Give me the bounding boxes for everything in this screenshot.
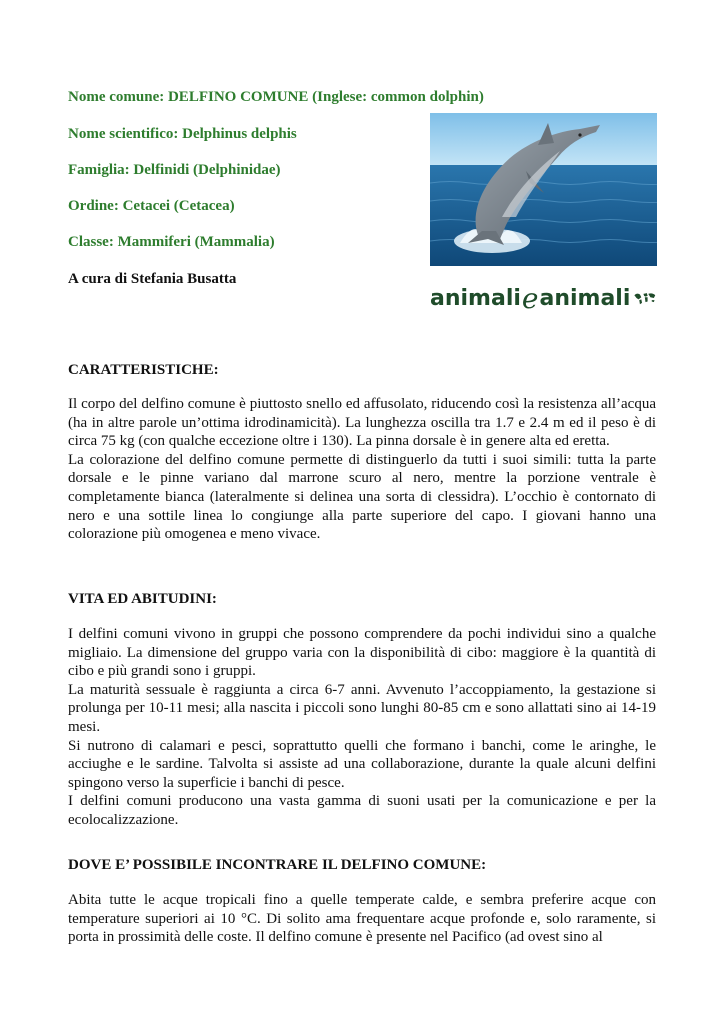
dolphin-jumping-image (430, 113, 657, 266)
paragraph: La maturità sessuale è raggiunta a circa 6-7 anni. Avvenuto l’accoppiamento, la gestazione si prolunga per 10-11 mesi; alla nascita i piccoli sono lunghi 80-85 cm e sono allattati sino ai 14-19 mesi. (68, 681, 656, 735)
section-title-life-habits: VITA ED ABITUDINI: (68, 591, 217, 607)
logo-text-second: animali (539, 285, 631, 311)
logo-connector: e (521, 281, 539, 315)
paragraph: I delfini comuni vivono in gruppi che possono comprendere da pochi individui sino a qualche migliaio. La dimensione del gruppo varia con la disponibilità di cibo: maggiore è la quantità di cibo e più grandi sono i gruppi. (68, 626, 656, 680)
author-line: A cura di Stefania Busatta (68, 271, 237, 287)
section-body-where-to-meet (68, 891, 656, 947)
paragraph: I delfini comuni producono una vasta gamma di suoni usati per la comunicazione e per la ecolocalizzazione. (68, 793, 656, 828)
world-map-icon (633, 288, 657, 308)
section-title-where-to-meet: DOVE E’ POSSIBILE INCONTRARE IL DELFINO COMUNE: (68, 857, 487, 873)
common-name-line: Nome comune: DELFINO COMUNE (Inglese: common dolphin) (68, 89, 484, 105)
dolphin-photo (430, 113, 657, 266)
scientific-name-line: Nome scientifico: Delphinus delphis (68, 126, 297, 142)
class-line: Classe: Mammiferi (Mammalia) (68, 234, 275, 250)
logo-text-first: animali (430, 285, 521, 311)
section-title-characteristics: CARATTERISTICHE: (68, 362, 219, 378)
paragraph: Il corpo del delfino comune è piuttosto snello ed affusolato, riducendo così la resistenza all’acqua (ha in altre parole un’ottima idrodinamicità). La lunghezza oscilla tra 1.7 e 2.4 m ed il peso è di circa 75 kg (con qualche eccezione oltre i 130). La pinna dorsale è in genere alta ed eretta. (68, 396, 656, 450)
paragraph: Abita tutte le acque tropicali fino a quelle temperate calde, e sembra preferire acque con temperature superiori ai 10 °C. Di solito ama frequentare acque profonde e, solo raramente, si porta in prossimità delle coste. Il delfino comune è presente nel Pacifico (ad ovest sino al (68, 892, 656, 946)
family-line: Famiglia: Delfinidi (Delphinidae) (68, 162, 281, 178)
paragraph: Si nutrono di calamari e pesci, soprattutto quelli che formano i banchi, come le aringhe, le acciughe e le sardine. Talvolta si assiste ad una collaborazione, durante la quale alcuni delfini spingono verso la superficie i banchi di pesce. (68, 737, 656, 791)
site-logo (430, 280, 657, 316)
order-line: Ordine: Cetacei (Cetacea) (68, 198, 235, 214)
paragraph: La colorazione del delfino comune permette di distinguerlo da tutti i suoi simili: tutta la parte dorsale e le pinne variano dal marrone scuro al nero, mentre la porzione ventrale è completamente bianca (lateralmente si delinea una sorta di clessidra). L’occhio è contornato di nero e una sottile linea lo congiunge alla parte superiore del capo. I giovani hanno una colorazione più omogenea e meno vivace. (68, 451, 656, 543)
section-body-life-habits (68, 625, 656, 830)
section-body-characteristics (68, 395, 656, 544)
